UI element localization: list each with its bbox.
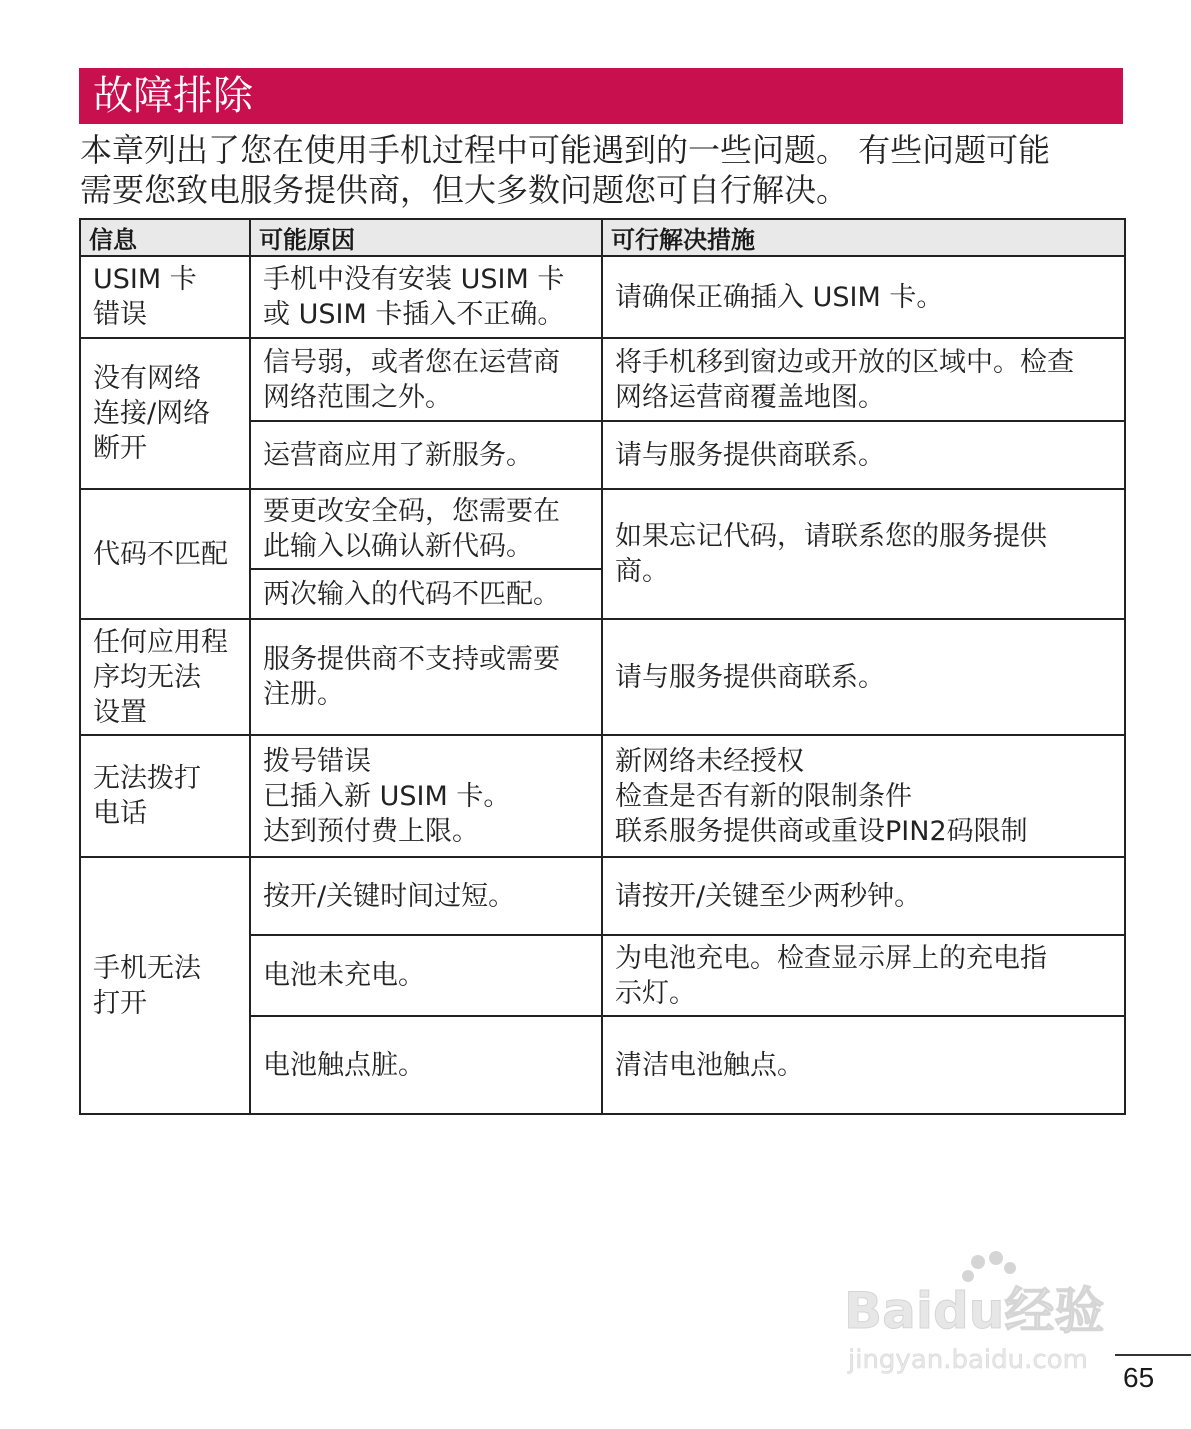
header-solution: 可行解决措施: [602, 219, 1125, 256]
cell-text: 已插入新 USIM 卡。: [263, 780, 511, 812]
cell-text: 电池未充电。: [263, 960, 425, 991]
cell-text: 按开/关键时间过短。: [263, 880, 516, 912]
troubleshooting-table: [79, 218, 1126, 1115]
cell-text: 信号弱，或者您在运营商: [263, 346, 560, 378]
cell-text: 没有网络: [93, 363, 201, 394]
header-message: 信息: [80, 219, 250, 256]
cell-text: 手机无法: [93, 952, 201, 984]
table-row: [80, 619, 1125, 735]
cell-text: 要更改安全码，您需要在: [263, 496, 560, 527]
cell-text: 联系服务提供商或重设PIN2码限制: [615, 815, 1028, 847]
solution-cell: [602, 256, 1125, 338]
cell-text: 为电池充电。检查显示屏上的充电指: [615, 942, 1047, 974]
cell-text: 运营商应用了新服务。: [263, 439, 533, 471]
message-cell: [80, 857, 250, 1114]
page-title: 故障排除: [79, 68, 1123, 124]
message-cell: [80, 489, 250, 619]
cell-text: 断开: [93, 433, 147, 464]
cause-cell: [250, 569, 602, 619]
cell-text: 网络运营商覆盖地图。: [615, 381, 885, 413]
paw-pad: [962, 1270, 974, 1282]
message-cell: [80, 256, 250, 338]
intro-line: 本章列出了您在使用手机过程中可能遇到的一些问题。 有些问题可能: [80, 131, 1051, 169]
cell-text: 设置: [93, 696, 147, 728]
cell-text: 达到预付费上限。: [263, 815, 479, 847]
cell-text: 无法拨打: [93, 763, 201, 794]
cell-text: 网络范围之外。: [263, 381, 452, 413]
solution-cell: [602, 1016, 1125, 1114]
cell-text: 连接/网络: [93, 398, 211, 429]
table-row: [80, 256, 1125, 338]
cell-text: 请与服务提供商联系。: [615, 439, 885, 471]
cell-text: 将手机移到窗边或开放的区域中。检查: [615, 346, 1074, 378]
cell-text: 此输入以确认新代码。: [263, 531, 533, 562]
page-number: 65: [1123, 1362, 1155, 1393]
cell-text: 序均无法: [93, 661, 201, 693]
cell-text: 电池触点脏。: [263, 1049, 425, 1081]
intro-paragraph: [80, 130, 1130, 210]
cell-text: 商。: [615, 556, 669, 587]
cell-text: 注册。: [263, 679, 344, 710]
cell-text: 服务提供商不支持或需要: [263, 644, 560, 675]
cell-text: 示灯。: [615, 977, 696, 1009]
cell-text: 清洁电池触点。: [615, 1049, 804, 1081]
page-number-rule: [1115, 1354, 1191, 1356]
cause-cell: [250, 735, 602, 857]
intro-line: 需要您致电服务提供商，但大多数问题您可自行解决。: [80, 171, 849, 209]
cause-cell: [250, 935, 602, 1016]
cause-cell: [250, 421, 602, 489]
solution-cell: [602, 619, 1125, 735]
message-cell: [80, 619, 250, 735]
solution-cell: [602, 857, 1125, 935]
cell-text: 新网络未经授权: [615, 745, 804, 777]
cell-text: 请按开/关键至少两秒钟。: [615, 880, 922, 912]
cell-text: 或 USIM 卡插入不正确。: [263, 299, 565, 330]
cell-text: 拨号错误: [263, 745, 371, 777]
cell-text: 错误: [93, 299, 147, 330]
paw-pad: [1004, 1262, 1016, 1274]
message-cell: [80, 338, 250, 489]
cell-text: 代码不匹配: [93, 538, 228, 570]
cell-text: 两次输入的代码不匹配。: [263, 578, 560, 610]
solution-cell: [602, 421, 1125, 489]
watermark-url-text: jingyan.baidu.com: [848, 1345, 1088, 1375]
table-row: [80, 338, 1125, 421]
cell-text: 检查是否有新的限制条件: [615, 780, 912, 812]
cause-cell: [250, 338, 602, 421]
table-header-row: [80, 219, 1125, 256]
paw-pad: [971, 1255, 985, 1269]
baidu-watermark-logo: [840, 1250, 1130, 1380]
solution-cell: [602, 489, 1125, 619]
cell-text: 手机中没有安装 USIM 卡: [263, 264, 565, 295]
cause-cell: [250, 256, 602, 338]
solution-cell: [602, 338, 1125, 421]
cell-text: 请确保正确插入 USIM 卡。: [615, 281, 944, 313]
watermark-brand-text: Baidu经验: [844, 1282, 1105, 1340]
message-cell: [80, 735, 250, 857]
solution-cell: [602, 735, 1125, 857]
cell-text: 如果忘记代码，请联系您的服务提供: [615, 521, 1047, 552]
cell-text: 打开: [93, 987, 147, 1019]
cause-cell: [250, 1016, 602, 1114]
cause-cell: [250, 619, 602, 735]
header-cause: 可能原因: [250, 219, 602, 256]
cell-text: USIM 卡: [93, 264, 197, 295]
table-row: [80, 857, 1125, 935]
paw-pad: [989, 1251, 1003, 1265]
cell-text: 任何应用程: [93, 626, 228, 658]
table-row: [80, 489, 1125, 569]
cause-cell: [250, 489, 602, 569]
cell-text: 请与服务提供商联系。: [615, 661, 885, 693]
table-row: [80, 735, 1125, 857]
solution-cell: [602, 935, 1125, 1016]
cause-cell: [250, 857, 602, 935]
cell-text: 电话: [93, 798, 147, 829]
